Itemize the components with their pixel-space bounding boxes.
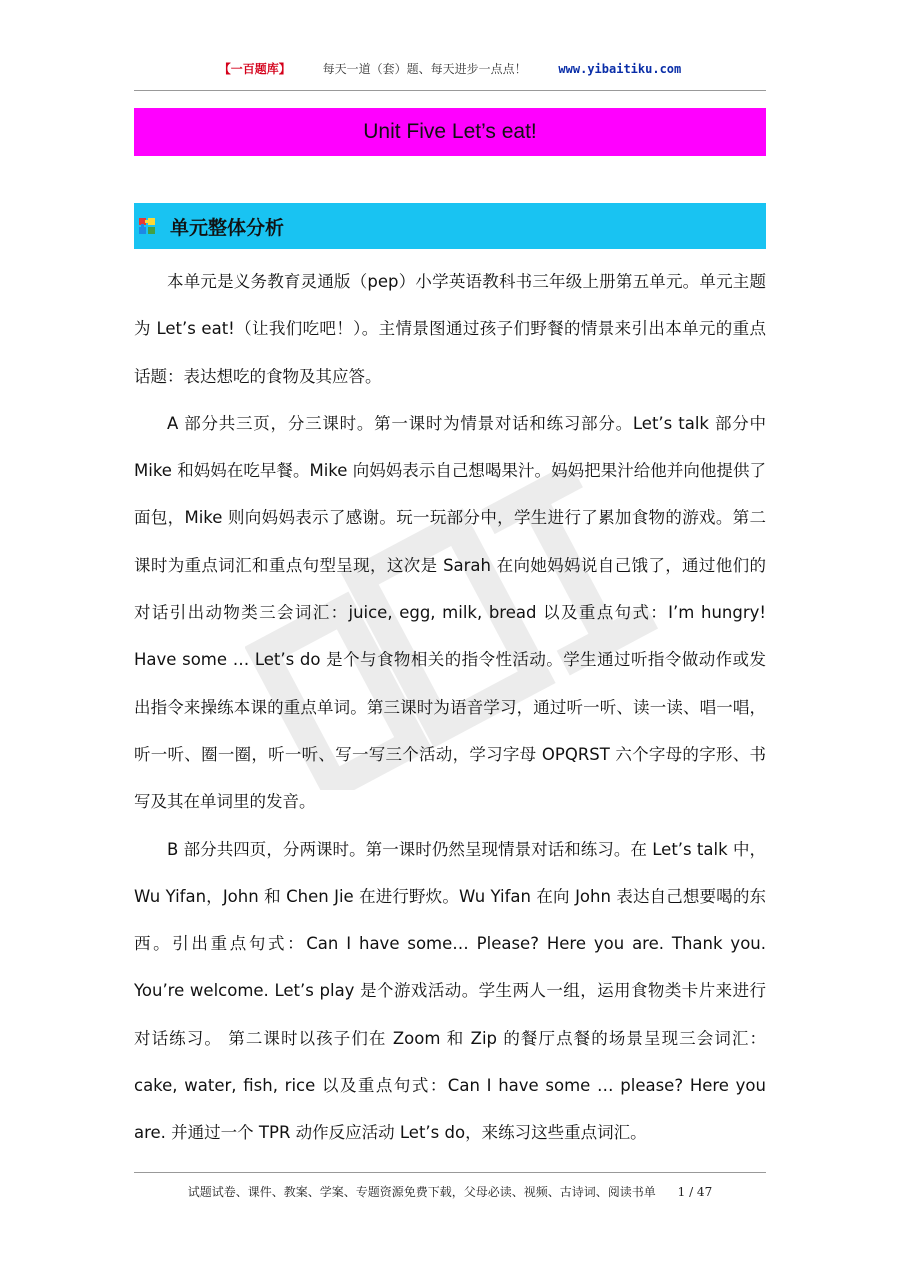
- document-body: [134, 258, 766, 1157]
- page-footer: [134, 1172, 766, 1212]
- paragraph-part-a: A 部分共三页，分三课时。第一课时为情景对话和练习部分。Let’s talk 部分中 Mike 和妈妈在吃早餐。Mike 向妈妈表示自己想喝果汁。妈妈把果汁给他并向他提供了面包，Mike 则向妈妈表示了感谢。玩一玩部分中，学生进行了累加食物的游戏。第二课时为重点词汇和重点句型呈现，这次是 Sarah 在向她妈妈说自己饿了，通过他们的对话引出动物类三会词汇：juice, egg, milk, bread 以及重点句式：I’m hungry! Have some … Let’s do 是个与食物相关的指令性活动。学生通过听指令做动作或发出指令来操练本课的重点单词。第三课时为语音学习，通过听一听、读一读、唱一唱，听一听、圈一圈，听一听、写一写三个活动，学习字母 OPQRST 六个字母的字形、书写及其在单词里的发音。: [134, 413, 766, 812]
- unit-title: Unit Five Let’s eat!: [363, 120, 537, 143]
- paragraph-part-b: B 部分共四页，分两课时。第一课时仍然呈现情景对话和练习。在 Let’s talk 中，Wu Yifan，John 和 Chen Jie 在进行野炊。Wu Yifan 在向 John 表达自己想要喝的东西。引出重点句式：Can I have some… Please? Here you are. Thank you. You’re welcome. Let’s play 是个游戏活动。学生两人一组，运用食物类卡片来进行对话练习。 第二课时以孩子们在 Zoom 和 Zip 的餐厅点餐的场景呈现三会词汇：cake, water, fish, rice 以及重点句式：Can I have some … please? Here you are. 并通过一个 TPR 动作反应活动 Let’s do，来练习这些重点词汇。: [134, 839, 766, 1143]
- section-title: 单元整体分析: [170, 216, 285, 239]
- unit-title-banner: [134, 108, 766, 156]
- page-header: [134, 60, 766, 91]
- header-brand: 【一百题库】: [218, 62, 291, 76]
- puzzle-icon: [138, 217, 156, 235]
- footer-text: 试题试卷、课件、教案、学案、专题资源免费下载，父母必读、视频、古诗词、阅读书单: [187, 1185, 656, 1199]
- paragraph-intro: 本单元是义务教育灵通版（pep）小学英语教科书三年级上册第五单元。单元主题为 Let’s eat!（让我们吃吧！）。主情景图通过孩子们野餐的情景来引出本单元的重点话题：表达想吃的食物及其应答。: [134, 272, 766, 386]
- header-slogan: 每天一道（套）题、每天进步一点点！: [322, 62, 527, 76]
- page-number: 1 / 47: [677, 1185, 713, 1199]
- header-url-link[interactable]: www.yibaitiku.com: [558, 62, 682, 76]
- section-heading-bar: [134, 203, 766, 249]
